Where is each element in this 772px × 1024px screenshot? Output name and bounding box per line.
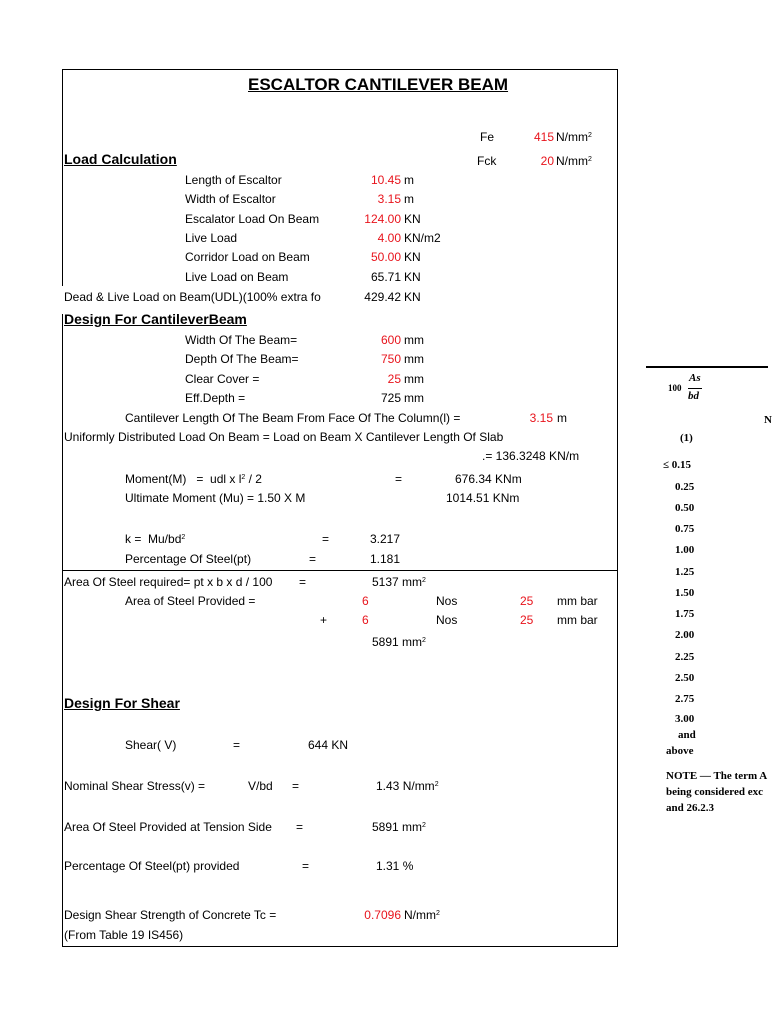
tension-eq: = [296, 820, 304, 834]
beam-row-unit: mm [404, 372, 424, 386]
side-table-row: 1.50 [675, 587, 695, 599]
side-table-note-line-1: NOTE — The term A [666, 770, 768, 782]
bar-count-2[interactable]: 6 [362, 613, 369, 627]
load-row-label: Corridor Load on Beam [185, 250, 310, 264]
pt-provided-value: 1.31 % [376, 859, 414, 873]
side-table-row: 0.50 [675, 502, 695, 514]
load-row-value[interactable]: 124.00 [364, 212, 401, 226]
side-table-top-rule [646, 366, 768, 368]
beam-row-unit: mm [404, 333, 424, 347]
nominal-value: 1.43 $N/mm^2$ [376, 779, 439, 793]
load-row-unit: KN [404, 250, 421, 264]
side-table-and: and [678, 729, 696, 741]
beam-row-label: Eff.Depth = [185, 391, 246, 405]
k-eq: = [322, 532, 330, 546]
steel-required-label: Area Of Steel required= pt x b x d / 100 [64, 575, 273, 589]
pt-value: 1.181 [370, 552, 401, 566]
bar-unit-2: mm bar [557, 613, 598, 627]
beam-row-label: Clear Cover = [185, 372, 260, 386]
shear-heading: Design For Shear [64, 695, 180, 711]
beam-row-value[interactable]: 25 [387, 372, 401, 386]
load-row-unit: m [404, 192, 414, 206]
tc-label: Design Shear Strength of Concrete Tc = [64, 908, 277, 922]
load-calc-heading: Load Calculation [64, 151, 177, 167]
bar-dia-2[interactable]: 25 [520, 613, 534, 627]
steel-total: 5891 $mm^2$ [372, 635, 426, 649]
nominal-formula: V/bd [248, 779, 273, 793]
side-table-row: 1.00 [675, 544, 695, 556]
fck-label: Fck [477, 154, 497, 168]
tension-label: Area Of Steel Provided at Tension Side [64, 820, 272, 834]
side-table-note-line-3: and 26.2.3 [666, 802, 714, 814]
shear-value: 644 KN [308, 738, 349, 752]
side-table-row: 1.75 [675, 608, 695, 620]
bar-dia-1[interactable]: 25 [520, 594, 534, 608]
udl-label: Uniformly Distributed Load On Beam = Load on Beam X Cantilever Length Of Slab [64, 430, 504, 444]
side-table-header-frac-bottom: bd [688, 390, 699, 402]
beam-row-value[interactable]: 600 [380, 333, 401, 347]
beam-row-value[interactable]: 750 [380, 352, 401, 366]
pt-label: Percentage Of Steel(pt) [125, 552, 252, 566]
fe-label: Fe [480, 130, 495, 144]
tc-value[interactable]: 0.7096 [364, 908, 401, 922]
load-row-unit: KN/m2 [404, 231, 441, 245]
load-row-value[interactable]: 50.00 [370, 250, 401, 264]
side-table-row: 2.75 [675, 693, 695, 705]
bar-unit-1: mm bar [557, 594, 598, 608]
beam-row-label: Depth Of The Beam= [185, 352, 299, 366]
tension-value: 5891 $mm^2$ [372, 820, 426, 834]
dead-live-unit: KN [404, 290, 421, 304]
side-table-col-index: (1) [680, 432, 693, 444]
page-title: ESCALTOR CANTILEVER BEAM [248, 75, 509, 94]
beam-row-unit: mm [404, 352, 424, 366]
side-table-note-line-2: being considered exc [666, 786, 763, 798]
load-row-label: Width of Escaltor [185, 192, 276, 206]
cantilever-section-left-gap [62, 286, 63, 314]
load-row-value[interactable]: 4.00 [377, 231, 401, 245]
cantilever-length-value[interactable]: 3.15 [529, 411, 553, 425]
load-row-label: Live Load [185, 231, 238, 245]
load-row-label: Escalator Load On Beam [185, 212, 320, 226]
moment-label: Moment(M) = udl x $l^2 / 2$ [125, 472, 262, 486]
cantilever-length-unit: m [557, 411, 567, 425]
side-table-above: above [666, 745, 694, 757]
nominal-eq: = [292, 779, 300, 793]
fe-value[interactable]: 415 [533, 130, 554, 144]
k-label: $k = Mu/bd^2$ [125, 532, 186, 546]
beam-row-unit: mm [404, 391, 424, 405]
side-table-header-frac-top: As [689, 372, 701, 384]
cantilever-length-label: Cantilever Length Of The Beam From Face Of The Column(l) = [125, 411, 461, 425]
side-table-row: 2.25 [675, 651, 695, 663]
moment-eq: = [395, 472, 403, 486]
side-table-row: 0.25 [675, 481, 695, 493]
load-row-unit: KN [404, 212, 421, 226]
steel-provided-label: Area of Steel Provided = [125, 594, 256, 608]
bar-nos-2: Nos [436, 613, 458, 627]
side-table-row: 2.00 [675, 629, 695, 641]
cantilever-heading: Design For CantileverBeam [64, 311, 247, 327]
pt-eq: = [309, 552, 317, 566]
beam-row-label: Width Of The Beam= [185, 333, 298, 347]
side-table-col-n: N [764, 414, 772, 426]
load-row-unit: KN [404, 270, 421, 284]
side-table-frac-bar [688, 388, 702, 389]
fe-unit: $N/mm^2$ [556, 130, 592, 144]
fck-unit: $N/mm^2$ [556, 154, 592, 168]
load-row-value[interactable]: 3.15 [377, 192, 401, 206]
shear-label: Shear( V) [125, 738, 177, 752]
ult-moment-label: Ultimate Moment (Mu) = 1.50 X M [125, 491, 306, 505]
tc-unit: $N/mm^2$ [404, 908, 440, 922]
load-row-label: Length of Escaltor [185, 173, 282, 187]
side-table-row: 1.25 [675, 566, 695, 578]
k-value: 3.217 [370, 532, 401, 546]
side-table-row: 0.75 [675, 523, 695, 535]
fck-value[interactable]: 20 [540, 154, 554, 168]
dead-live-label: Dead & Live Load on Beam(UDL)(100% extra fo [64, 290, 321, 304]
dead-live-value: 429.42 [364, 290, 401, 304]
ult-moment-value: 1014.51 KNm [446, 491, 520, 505]
load-row-value[interactable]: 10.45 [370, 173, 401, 187]
side-table-row: 3.00 [675, 713, 695, 725]
steel-required-eq: = [299, 575, 307, 589]
side-table-row: ≤ 0.15 [663, 459, 692, 471]
load-row-value: 65.71 [370, 270, 401, 284]
moment-value: 676.34 KNm [455, 472, 522, 486]
side-table-row: 2.50 [675, 672, 695, 684]
nominal-label: Nominal Shear Stress(v) = [64, 779, 206, 793]
pt-provided-label: Percentage Of Steel(pt) provided [64, 859, 240, 873]
udl-value: .= 136.3248 KN/m [482, 449, 580, 463]
load-row-unit: m [404, 173, 414, 187]
bar-plus: + [320, 613, 328, 627]
steel-required-value: 5137 $mm^2$ [372, 575, 426, 589]
bar-nos-1: Nos [436, 594, 458, 608]
steel-section-divider [62, 570, 617, 571]
pt-provided-eq: = [302, 859, 310, 873]
tc-reference: (From Table 19 IS456) [64, 928, 184, 942]
shear-eq: = [233, 738, 241, 752]
load-row-label: Live Load on Beam [185, 270, 289, 284]
side-table-header-num: 100 [668, 383, 682, 393]
bar-count-1[interactable]: 6 [362, 594, 369, 608]
beam-row-value: 725 [380, 391, 401, 405]
